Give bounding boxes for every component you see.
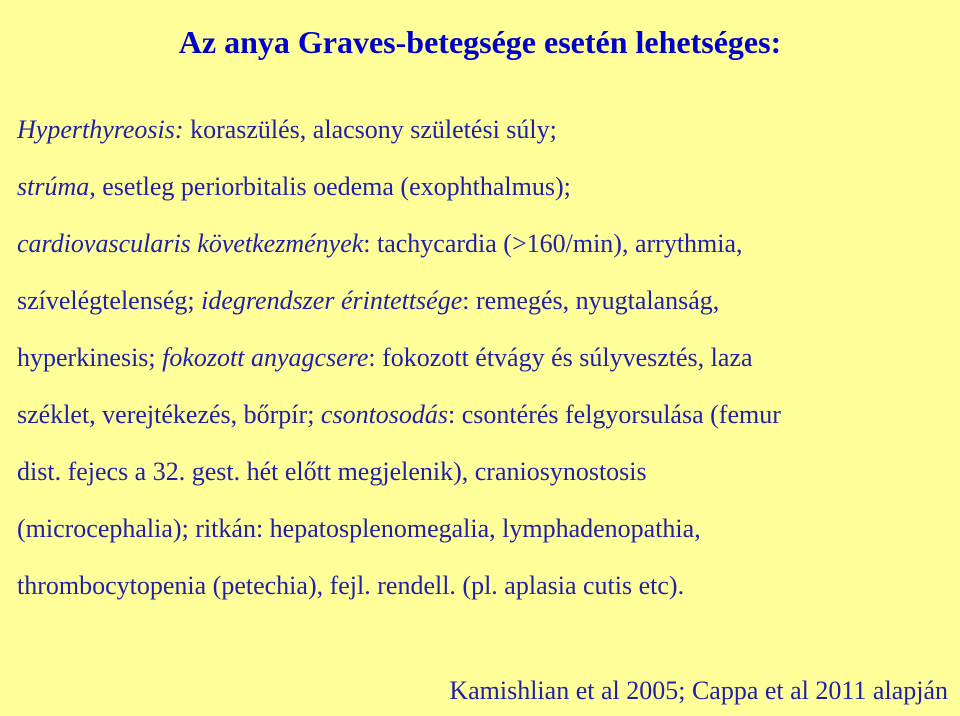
body-line (17, 386, 952, 443)
text-segment: : remegés, nyugtalanság, (462, 286, 720, 315)
term-struma: strúma, (17, 172, 96, 201)
body-line (17, 272, 952, 329)
text-segment: : fokozott étvágy és súlyvesztés, laza (368, 343, 753, 372)
body-line (17, 215, 952, 272)
body-line (17, 158, 952, 215)
text-segment: szívelégtelenség; (17, 286, 202, 315)
slide-title: Az anya Graves-betegsége esetén lehetséges: (178, 24, 782, 60)
text-segment: hyperkinesis; (17, 343, 163, 372)
term-idegrendszer: idegrendszer érintettsége (201, 286, 463, 315)
body-line (17, 557, 952, 614)
text-segment: koraszülés, alacsony születési súly; (183, 115, 557, 144)
text-segment: esetleg periorbitalis oedema (exophthalmus); (95, 172, 571, 201)
term-csontosodas: csontosodás (320, 400, 449, 429)
text-segment: : csontérés felgyorsulása (femur (448, 400, 781, 429)
text-segment: : tachycardia (>160/min), arrythmia, (363, 229, 743, 258)
text-segment: (microcephalia); ritkán: hepatosplenomegalia, lymphadenopathia, (17, 514, 701, 543)
body-line (17, 500, 952, 557)
slide-body (17, 101, 952, 614)
body-line (17, 329, 952, 386)
text-segment: széklet, verejtékezés, bőrpír; (17, 400, 321, 429)
text-segment: thrombocytopenia (petechia), fejl. rendell. (pl. aplasia cutis etc). (17, 571, 685, 600)
text-segment: dist. fejecs a 32. gest. hét előtt megjelenik), craniosynostosis (17, 457, 647, 486)
term-hyperthyreosis: Hyperthyreosis: (17, 115, 184, 144)
term-anyagcsere: fokozott anyagcsere (162, 343, 369, 372)
body-line (17, 101, 952, 158)
term-cardiovascularis: cardiovascularis következmények (17, 229, 364, 258)
citation: Kamishlian et al 2005; Cappa et al 2011 alapján (449, 676, 948, 705)
body-line (17, 443, 952, 500)
